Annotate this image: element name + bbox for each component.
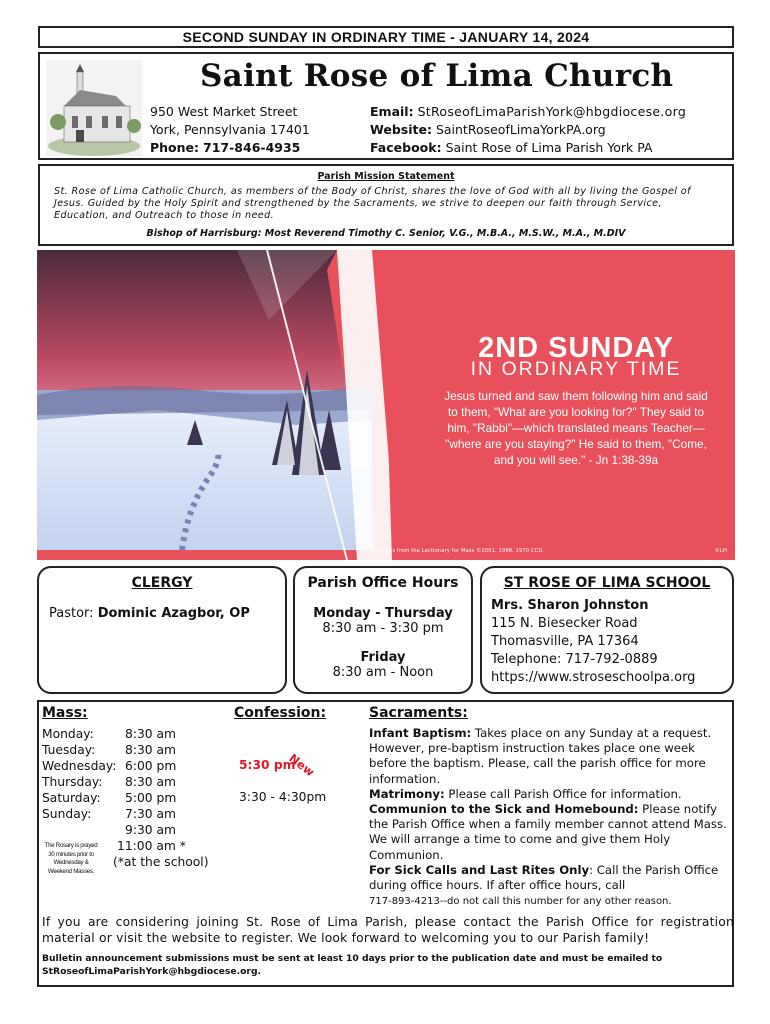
pastor-name: Dominic Azagbor, OP [97, 606, 250, 621]
website-label: Website: [370, 122, 432, 137]
infant-baptism-text: Takes place on any Sunday at a request. However, pre-baptism instruction takes place one week before the baptism. Please, call the parish office for more information. [369, 726, 712, 786]
school-details [491, 597, 695, 687]
school-url[interactable]: https://www.stroseschoolpa.org [491, 670, 696, 685]
church-street: 950 West Market Street [150, 104, 298, 119]
banner-credit: Excerpts from the Lectionary for Mass ©2001, 1998, 1970 CCD. [372, 548, 545, 554]
church-city: York, Pennsylvania 17401 [150, 122, 310, 137]
church-address [150, 103, 310, 157]
mass-time: 8:30 am [125, 727, 177, 741]
liturgy-banner [37, 250, 735, 560]
mass-time: 11:00 am * [117, 839, 186, 853]
rosary-note: The Rosary is prayed 30 minutes prior to Wednesday & Weekend Masses. [44, 842, 98, 875]
banner-scripture-quote: Jesus turned and saw them following him and said to them, "What are you looking for?" They said to him, "Rabbi"—which translated means Teacher— "where are you staying?" He said to them, "Come, and you will see." - Jn 1:38-39a [444, 389, 708, 467]
school-telephone: Telephone: 717-792-0889 [491, 652, 658, 667]
mass-title: Mass: [42, 705, 88, 721]
schedule-section [37, 700, 734, 987]
church-header [38, 52, 734, 160]
matrimony-label: Matrimony: [369, 786, 445, 801]
church-building-icon [46, 60, 142, 156]
last-rites-phone-note: 717-893-4213--do not call this number for any other reason. [369, 896, 672, 908]
mission-title: Parish Mission Statement [317, 171, 455, 182]
confession-saturday: 3:30 - 4:30pm [239, 790, 327, 804]
office-hours-1: 8:30 am - 3:30 pm [322, 621, 444, 636]
mass-time: 9:30 am [125, 823, 177, 837]
church-website[interactable]: SaintRoseofLimaYorkPA.org [435, 122, 606, 137]
banner-lpi: ©LPi [714, 548, 727, 554]
mission-statement [38, 164, 734, 246]
matrimony-text: Please call Parish Office for information. [444, 786, 682, 801]
communion-text: Please notify the Parish Office when a family member cannot attend Mass. We will arrange a time to come and give them Holy Communion. [369, 802, 727, 862]
office-hours-box [293, 566, 473, 694]
school-street: 115 N. Biesecker Road [491, 616, 638, 631]
church-facebook[interactable]: Saint Rose of Lima Parish York PA [445, 140, 653, 155]
school-city: Thomasville, PA 17364 [491, 634, 639, 649]
clergy-box [37, 566, 287, 694]
mass-time: 8:30 am [125, 775, 177, 789]
mission-text: St. Rose of Lima Catholic Church, as members of the Body of Christ, shares the love of God with all by living the Gospel of Jesus. Guided by the Holy Spirit and strengthened by the Sacraments, we strive to deepen our faith through Service, Education, and Outreach to those in need. [54, 186, 691, 221]
office-days-2: Friday [360, 650, 406, 665]
mass-day: Wednesday: [42, 759, 117, 773]
bishop-line: Bishop of Harrisburg: Most Reverend Timothy C. Senior, V.G., M.B.A., M.S.W., M.A., M.DIV [146, 228, 626, 239]
join-parish-text: If you are considering joining St. Rose of Lima Parish, please contact the Parish Office for registration material or visit the website to register. We look forward to welcoming you to our Parish family! [42, 915, 734, 945]
pastor-label: Pastor: [49, 606, 94, 621]
communion-label: Communion to the Sick and Homebound: [369, 802, 639, 817]
mass-day: Sunday: [42, 807, 92, 821]
school-title: ST ROSE OF LIMA SCHOOL [503, 575, 711, 591]
new-tag: New [286, 751, 318, 780]
sacraments-text [369, 726, 729, 909]
school-box [480, 566, 734, 694]
mass-day: Monday: [42, 727, 94, 741]
phone-label: Phone: [150, 140, 200, 155]
church-name: Saint Rose of Lima Church [200, 58, 674, 94]
banner-subtitle: IN ORDINARY TIME [470, 358, 682, 380]
email-label: Email: [370, 104, 414, 119]
issue-date-banner: SECOND SUNDAY IN ORDINARY TIME - JANUARY 14, 2024 [38, 26, 734, 48]
clergy-title: CLERGY [131, 575, 193, 591]
mass-time: 8:30 am [125, 743, 177, 757]
mass-time: 5:00 pm [125, 791, 177, 805]
church-phone: 717-846-4935 [203, 140, 301, 155]
office-hours-2: 8:30 am - Noon [332, 665, 434, 680]
confession-title: Confession: [234, 705, 327, 721]
last-rites-label: For Sick Calls and Last Rites Only [369, 862, 590, 877]
facebook-label: Facebook: [370, 140, 442, 155]
sacraments-title: Sacraments: [369, 705, 468, 721]
last-rites-text: : Call the Parish Office during office hours. If after office hours, call [369, 862, 719, 893]
office-hours-list [295, 606, 471, 680]
mass-time-note: (*at the school) [113, 855, 209, 869]
submission-note: Bulletin announcement submissions must be sent at least 10 days prior to the publication date and must be emailed to StRoseofLimaParishYork@hbgdiocese.org. [42, 953, 663, 977]
banner-title: 2ND SUNDAY [478, 332, 674, 364]
infant-baptism-label: Infant Baptism: [369, 726, 472, 740]
mass-times [113, 726, 209, 870]
church-contact [370, 103, 686, 157]
mass-time: 6:00 pm [125, 759, 177, 773]
school-contact: Mrs. Sharon Johnston [491, 598, 649, 613]
mass-time: 7:30 am [125, 807, 177, 821]
office-hours-title: Parish Office Hours [307, 575, 459, 591]
confession-wednesday: 5:30 pm [239, 758, 296, 772]
pastor-line [49, 606, 250, 621]
office-days-1: Monday - Thursday [313, 606, 453, 621]
mass-days [42, 726, 116, 822]
mass-day: Thursday: [42, 775, 103, 789]
mass-day: Saturday: [42, 791, 101, 805]
church-email[interactable]: StRoseofLimaParishYork@hbgdiocese.org [417, 104, 687, 119]
mass-day: Tuesday: [42, 743, 96, 757]
